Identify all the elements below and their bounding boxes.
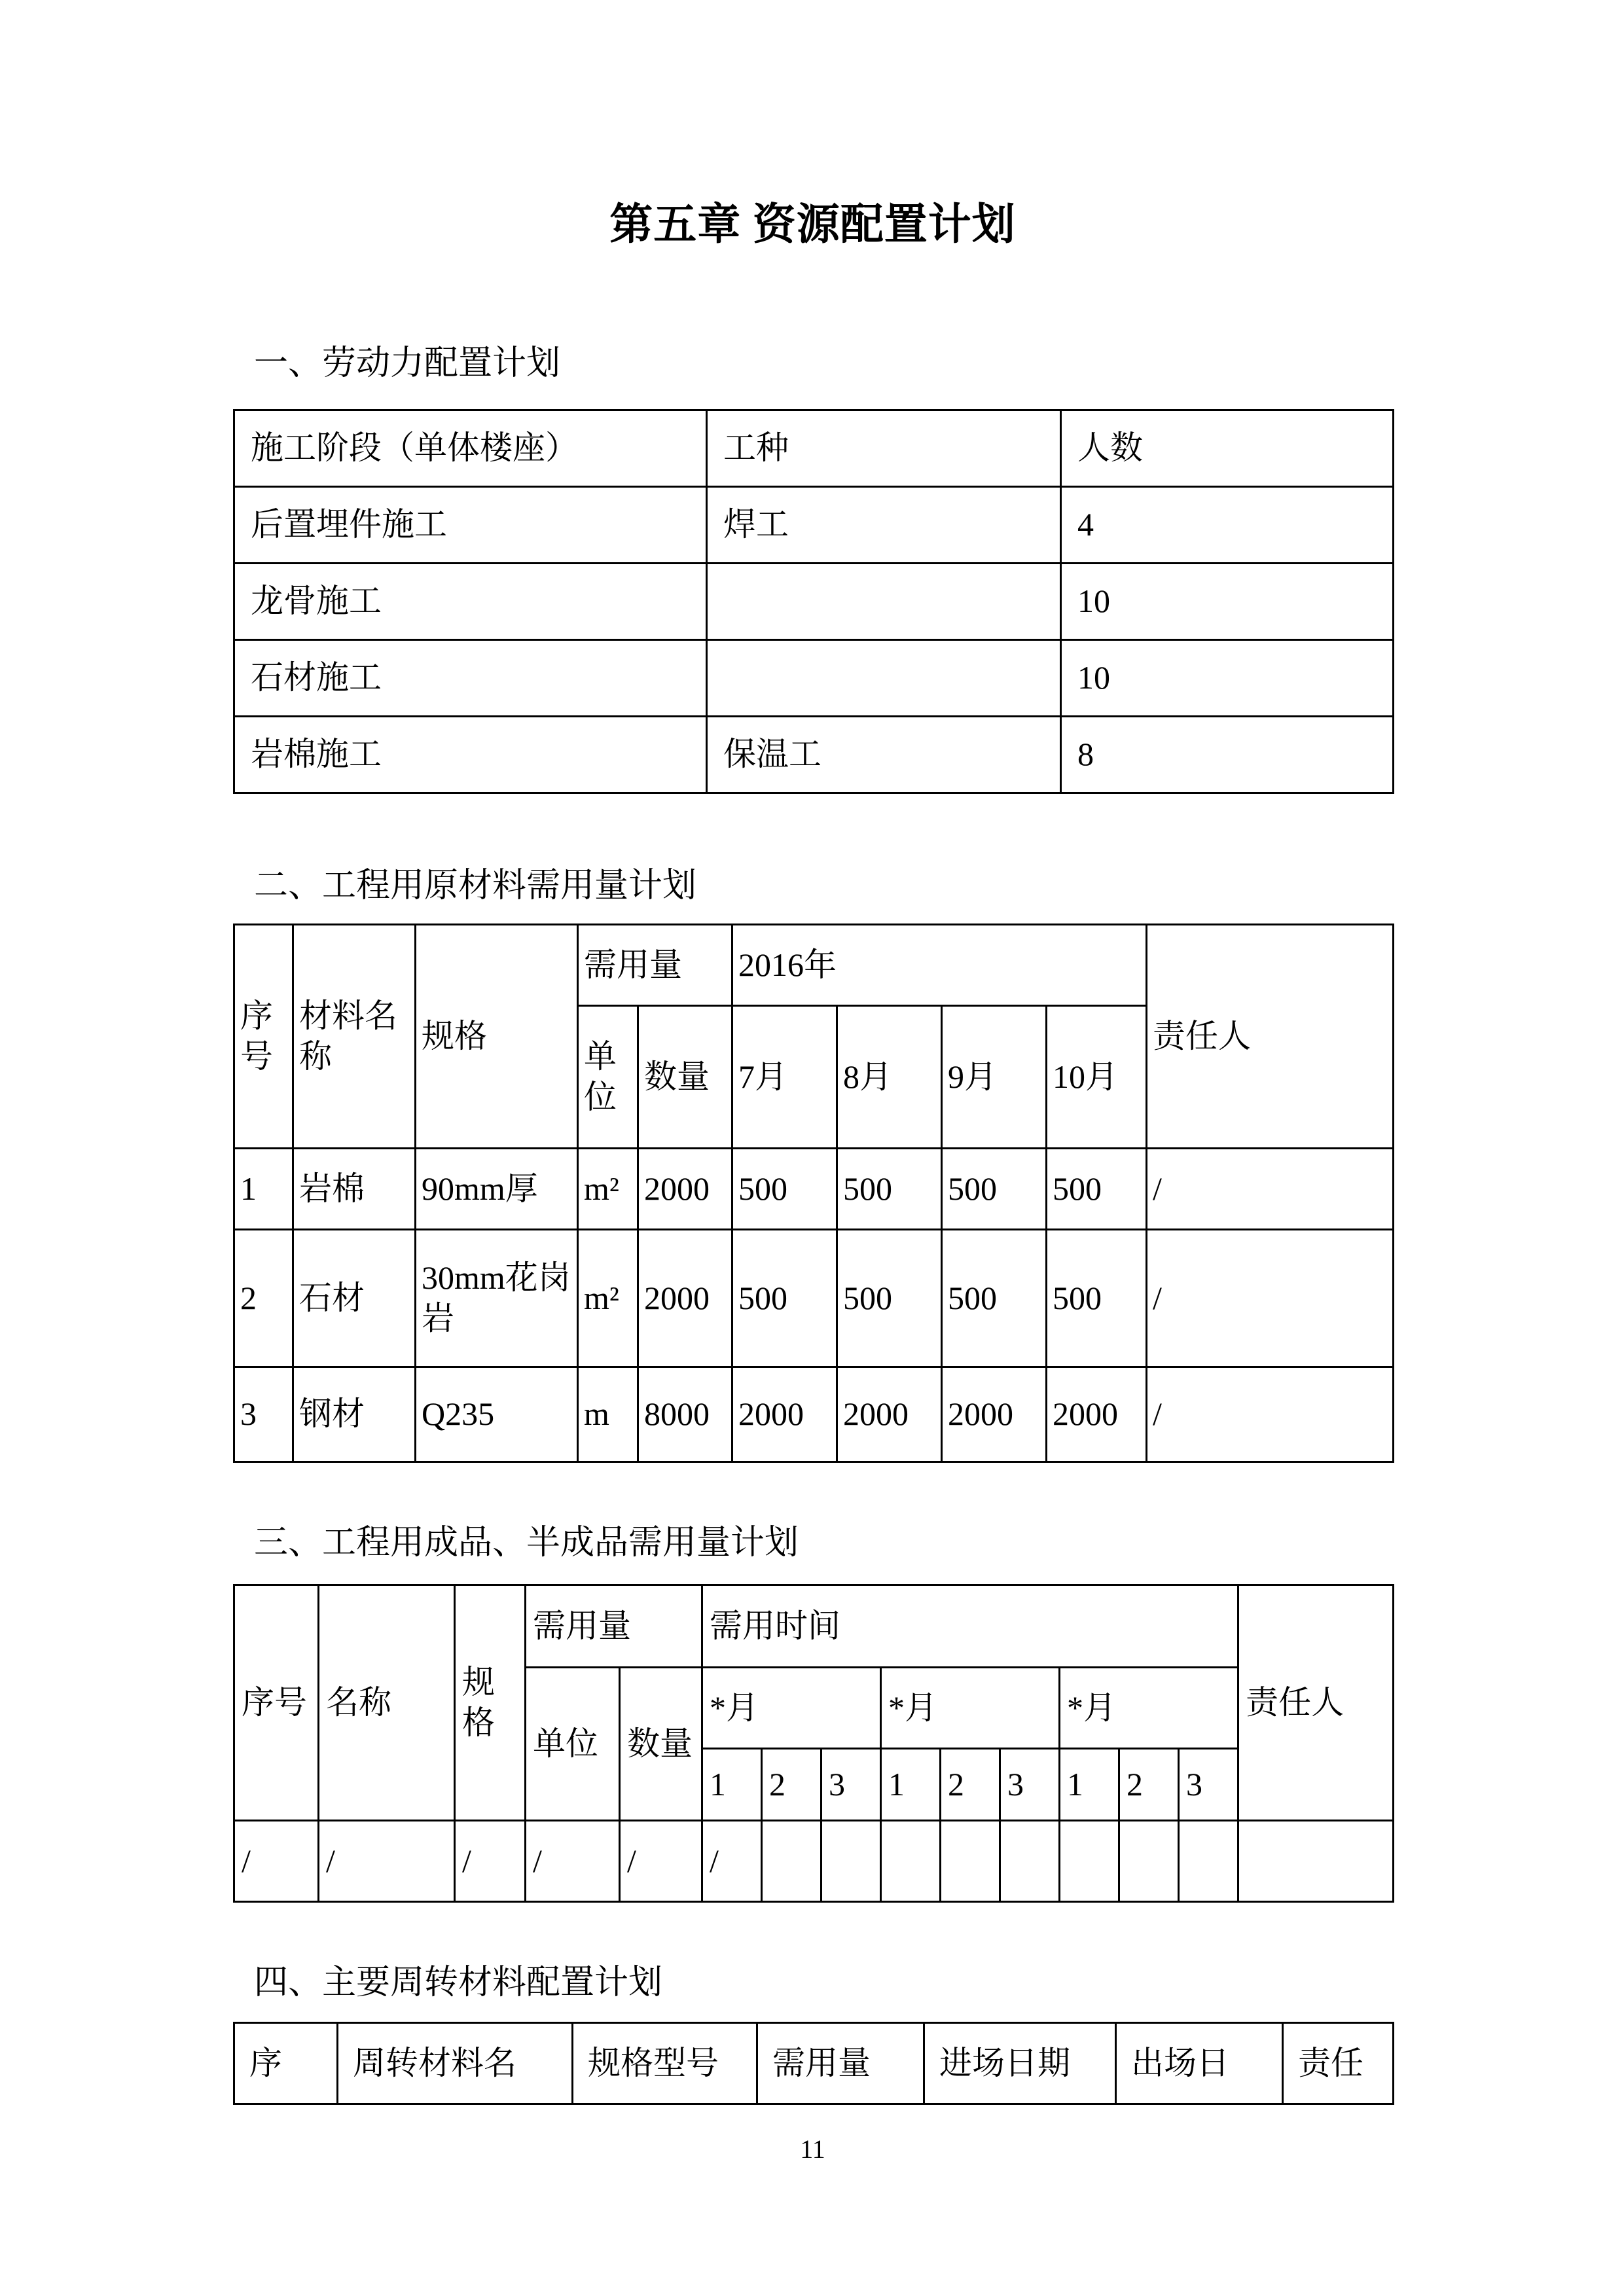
labor-table bbox=[233, 409, 1394, 794]
table-cell bbox=[707, 563, 1061, 639]
prod-header-responsible: 责任人 bbox=[1238, 1585, 1394, 1820]
table-row bbox=[234, 486, 1394, 563]
table-cell: / bbox=[1147, 1229, 1394, 1367]
labor-header-count: 人数 bbox=[1061, 410, 1394, 486]
table-cell: 龙骨施工 bbox=[234, 563, 707, 639]
table-cell: 500 bbox=[942, 1229, 1047, 1367]
table-cell: 500 bbox=[837, 1229, 942, 1367]
table-cell: 2000 bbox=[732, 1367, 837, 1462]
prod-header-demand: 需用量 bbox=[526, 1585, 702, 1667]
prod-header-spec: 规格 bbox=[455, 1585, 526, 1820]
table-cell bbox=[941, 1820, 1000, 1901]
prod-header-sub: 1 bbox=[881, 1748, 941, 1820]
table-cell: 焊工 bbox=[707, 486, 1061, 563]
products-table bbox=[233, 1584, 1394, 1903]
table-cell: 后置埋件施工 bbox=[234, 486, 707, 563]
table-cell: m² bbox=[578, 1148, 638, 1229]
table-cell bbox=[1119, 1820, 1179, 1901]
section-heading-raw-materials: 二、工程用原材料需用量计划 bbox=[254, 867, 697, 905]
table-cell: 2 bbox=[234, 1229, 293, 1367]
table-cell: 500 bbox=[1047, 1229, 1147, 1367]
table-cell: Q235 bbox=[416, 1367, 578, 1462]
prod-header-sub: 3 bbox=[821, 1748, 881, 1820]
table-cell: 8 bbox=[1061, 716, 1394, 793]
raw-materials-table bbox=[233, 924, 1394, 1463]
table-cell bbox=[707, 639, 1061, 716]
table-header-row bbox=[234, 1585, 1394, 1667]
table-row bbox=[234, 639, 1394, 716]
table-cell: 钢材 bbox=[293, 1367, 416, 1462]
raw-header-material: 材料名称 bbox=[293, 924, 416, 1148]
table-cell: 500 bbox=[732, 1229, 837, 1367]
table-cell: / bbox=[455, 1820, 526, 1901]
table-cell: 8000 bbox=[638, 1367, 732, 1462]
table-cell bbox=[1000, 1820, 1060, 1901]
prod-header-sub: 1 bbox=[702, 1748, 762, 1820]
prod-header-sub: 3 bbox=[1000, 1748, 1060, 1820]
table-cell: / bbox=[1147, 1367, 1394, 1462]
raw-header-sep: 9月 bbox=[942, 1005, 1047, 1148]
table-cell: / bbox=[620, 1820, 702, 1901]
table-cell: 岩棉 bbox=[293, 1148, 416, 1229]
table-cell: 2000 bbox=[837, 1367, 942, 1462]
turn-header-demand: 需用量 bbox=[757, 2022, 924, 2104]
prod-header-month-3: *月 bbox=[1060, 1667, 1238, 1748]
table-cell bbox=[1060, 1820, 1119, 1901]
table-row bbox=[234, 563, 1394, 639]
prod-header-sub: 1 bbox=[1060, 1748, 1119, 1820]
prod-header-quantity: 数量 bbox=[620, 1667, 702, 1820]
labor-header-trade: 工种 bbox=[707, 410, 1061, 486]
raw-header-oct: 10月 bbox=[1047, 1005, 1147, 1148]
raw-header-year: 2016年 bbox=[732, 924, 1147, 1005]
raw-header-jul: 7月 bbox=[732, 1005, 837, 1148]
table-cell: / bbox=[319, 1820, 455, 1901]
table-row bbox=[234, 716, 1394, 793]
table-cell: 500 bbox=[942, 1148, 1047, 1229]
table-cell: 10 bbox=[1061, 639, 1394, 716]
table-cell: / bbox=[234, 1820, 319, 1901]
table-cell: 10 bbox=[1061, 563, 1394, 639]
turn-header-material: 周转材料名 bbox=[338, 2022, 573, 2104]
table-cell: / bbox=[702, 1820, 762, 1901]
prod-header-sub: 2 bbox=[941, 1748, 1000, 1820]
prod-header-time: 需用时间 bbox=[702, 1585, 1238, 1667]
table-row bbox=[234, 1367, 1394, 1462]
table-cell: / bbox=[526, 1820, 620, 1901]
prod-header-month-2: *月 bbox=[881, 1667, 1060, 1748]
table-header-row bbox=[234, 924, 1394, 1005]
table-cell: 2000 bbox=[638, 1148, 732, 1229]
table-cell: 500 bbox=[732, 1148, 837, 1229]
table-cell: / bbox=[1147, 1148, 1394, 1229]
prod-header-sub: 2 bbox=[762, 1748, 821, 1820]
turnover-materials-table bbox=[233, 2022, 1394, 2105]
table-cell bbox=[1179, 1820, 1238, 1901]
raw-header-responsible: 责任人 bbox=[1147, 924, 1394, 1148]
table-cell: 石材 bbox=[293, 1229, 416, 1367]
prod-header-sub: 2 bbox=[1119, 1748, 1179, 1820]
table-cell: 30mm花岗岩 bbox=[416, 1229, 578, 1367]
raw-header-spec: 规格 bbox=[416, 924, 578, 1148]
section-heading-labor: 一、劳动力配置计划 bbox=[254, 344, 561, 382]
table-cell: m bbox=[578, 1367, 638, 1462]
turn-header-responsible: 责任 bbox=[1283, 2022, 1394, 2104]
page-title: 第五章 资源配置计划 bbox=[609, 201, 1016, 249]
table-cell: 500 bbox=[837, 1148, 942, 1229]
prod-header-month-1: *月 bbox=[702, 1667, 881, 1748]
table-cell bbox=[762, 1820, 821, 1901]
turn-header-spec: 规格型号 bbox=[573, 2022, 757, 2104]
table-header-row bbox=[234, 410, 1394, 486]
table-cell: 石材施工 bbox=[234, 639, 707, 716]
table-cell: 500 bbox=[1047, 1148, 1147, 1229]
table-cell: 2000 bbox=[942, 1367, 1047, 1462]
raw-header-unit: 单位 bbox=[578, 1005, 638, 1148]
table-cell: 2000 bbox=[638, 1229, 732, 1367]
table-row bbox=[234, 1820, 1394, 1901]
prod-header-sub: 3 bbox=[1179, 1748, 1238, 1820]
prod-header-seq: 序号 bbox=[234, 1585, 319, 1820]
raw-header-quantity: 数量 bbox=[638, 1005, 732, 1148]
table-cell: 3 bbox=[234, 1367, 293, 1462]
table-cell: 90mm厚 bbox=[416, 1148, 578, 1229]
prod-header-name: 名称 bbox=[319, 1585, 455, 1820]
document-content bbox=[233, 202, 1392, 2164]
turn-header-entry-date: 进场日期 bbox=[924, 2022, 1116, 2104]
table-cell: 岩棉施工 bbox=[234, 716, 707, 793]
table-cell bbox=[821, 1820, 881, 1901]
turn-header-exit-date: 出场日 bbox=[1116, 2022, 1283, 2104]
table-cell bbox=[881, 1820, 941, 1901]
table-row bbox=[234, 1148, 1394, 1229]
table-cell: 1 bbox=[234, 1148, 293, 1229]
table-cell: 2000 bbox=[1047, 1367, 1147, 1462]
table-row bbox=[234, 1229, 1394, 1367]
table-cell bbox=[1238, 1820, 1394, 1901]
labor-header-stage: 施工阶段（单体楼座） bbox=[234, 410, 707, 486]
raw-header-aug: 8月 bbox=[837, 1005, 942, 1148]
page-number: 11 bbox=[800, 2134, 825, 2164]
raw-header-seq: 序号 bbox=[234, 924, 293, 1148]
turn-header-seq: 序 bbox=[234, 2022, 338, 2104]
table-cell: 保温工 bbox=[707, 716, 1061, 793]
table-header-row bbox=[234, 2022, 1394, 2104]
table-cell: 4 bbox=[1061, 486, 1394, 563]
raw-header-demand: 需用量 bbox=[578, 924, 732, 1005]
prod-header-unit: 单位 bbox=[526, 1667, 620, 1820]
section-heading-products: 三、工程用成品、半成品需用量计划 bbox=[254, 1524, 799, 1562]
section-heading-turnover: 四、主要周转材料配置计划 bbox=[254, 1964, 663, 2001]
table-cell: m² bbox=[578, 1229, 638, 1367]
